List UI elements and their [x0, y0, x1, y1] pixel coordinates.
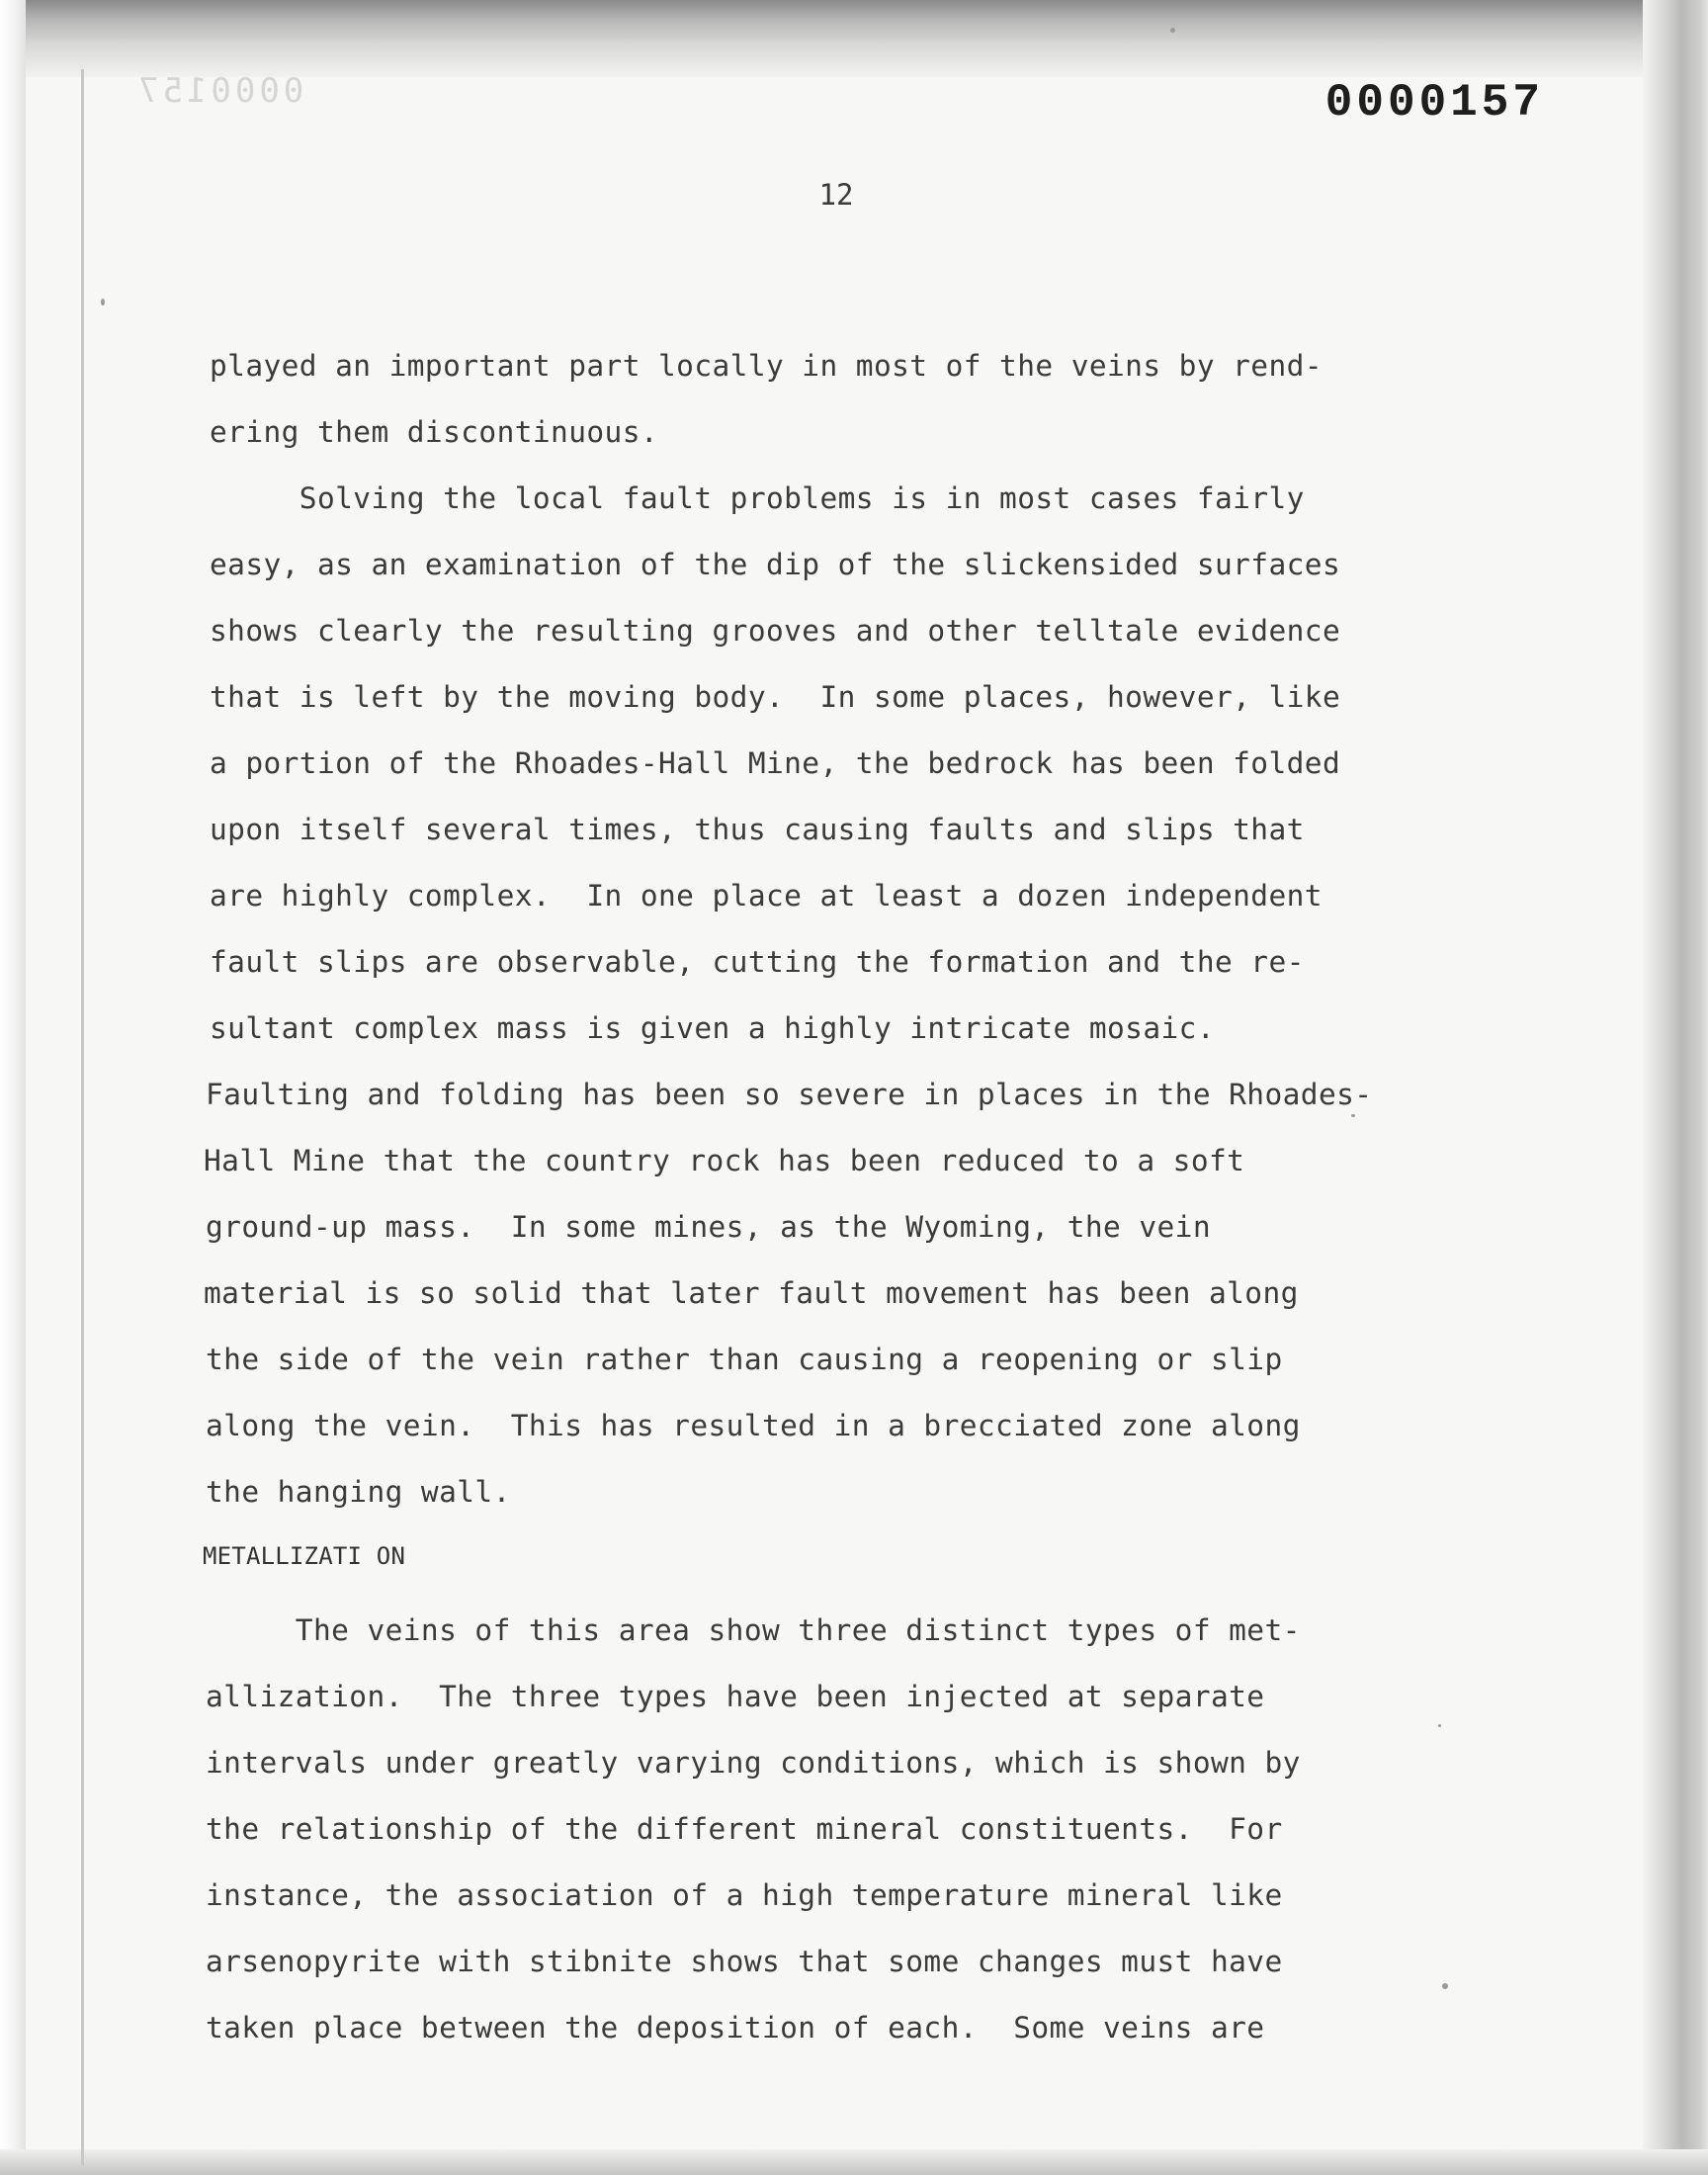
body-line: intervals under greatly varying conditions, which is shown by [206, 1746, 1301, 1780]
scan-top-shadow [0, 0, 1708, 77]
dust-speck [1438, 1724, 1441, 1727]
body-line: along the vein. This has resulted in a brecciated zone along [206, 1409, 1301, 1442]
body-line: upon itself several times, thus causing faults and slips that [210, 813, 1305, 846]
body-line: fault slips are observable, cutting the formation and the re- [210, 945, 1305, 979]
bleed-through-stamp: 0000157 [134, 71, 304, 111]
body-line: easy, as an examination of the dip of the slickensided surfaces [210, 548, 1341, 581]
body-line: material is so solid that later fault movement has been along [204, 1276, 1299, 1310]
body-line: that is left by the moving body. In some places, however, like [210, 680, 1341, 714]
body-line: sultant complex mass is given a highly intricate mosaic. [210, 1011, 1215, 1045]
dust-speck [1170, 28, 1175, 33]
body-line: Solving the local fault problems is in most cases fairly [210, 481, 1305, 515]
scan-bottom-shadow [0, 2149, 1708, 2175]
body-line: The veins of this area show three distinct types of met- [206, 1613, 1301, 1647]
body-line: instance, the association of a high temperature mineral like [206, 1878, 1283, 1912]
document-stamp-number: 0000157 [1324, 77, 1544, 129]
dust-speck [1442, 1983, 1448, 1989]
scan-right-edge [1643, 0, 1708, 2175]
body-line: ground-up mass. In some mines, as the Wyoming, the vein [206, 1210, 1211, 1244]
scan-left-edge [0, 0, 26, 2175]
section-heading: METALLIZATI ON [203, 1542, 406, 1570]
body-line: ering them discontinuous. [210, 415, 659, 449]
dust-speck [1351, 1114, 1355, 1117]
page-number: 12 [818, 178, 854, 212]
dust-speck [101, 299, 105, 305]
body-line: the side of the vein rather than causing a reopening or slip [206, 1343, 1283, 1376]
body-line: a portion of the Rhoades-Hall Mine, the bedrock has been folded [210, 746, 1341, 780]
body-line: the relationship of the different mineral constituents. For [206, 1812, 1283, 1846]
binding-margin-line [81, 69, 84, 2165]
body-line: Hall Mine that the country rock has been reduced to a soft [204, 1144, 1245, 1177]
body-line: Faulting and folding has been so severe in places in the Rhoades- [206, 1078, 1373, 1111]
body-line: taken place between the deposition of each. Some veins are [206, 2011, 1265, 2044]
body-line: allization. The three types have been injected at separate [206, 1680, 1265, 1713]
body-line: are highly complex. In one place at least a dozen independent [210, 879, 1323, 913]
body-line: played an important part locally in most of the veins by rend- [210, 349, 1323, 383]
body-line: shows clearly the resulting grooves and other telltale evidence [210, 614, 1341, 648]
body-line: arsenopyrite with stibnite shows that some changes must have [206, 1945, 1283, 1978]
body-line: the hanging wall. [206, 1475, 511, 1509]
